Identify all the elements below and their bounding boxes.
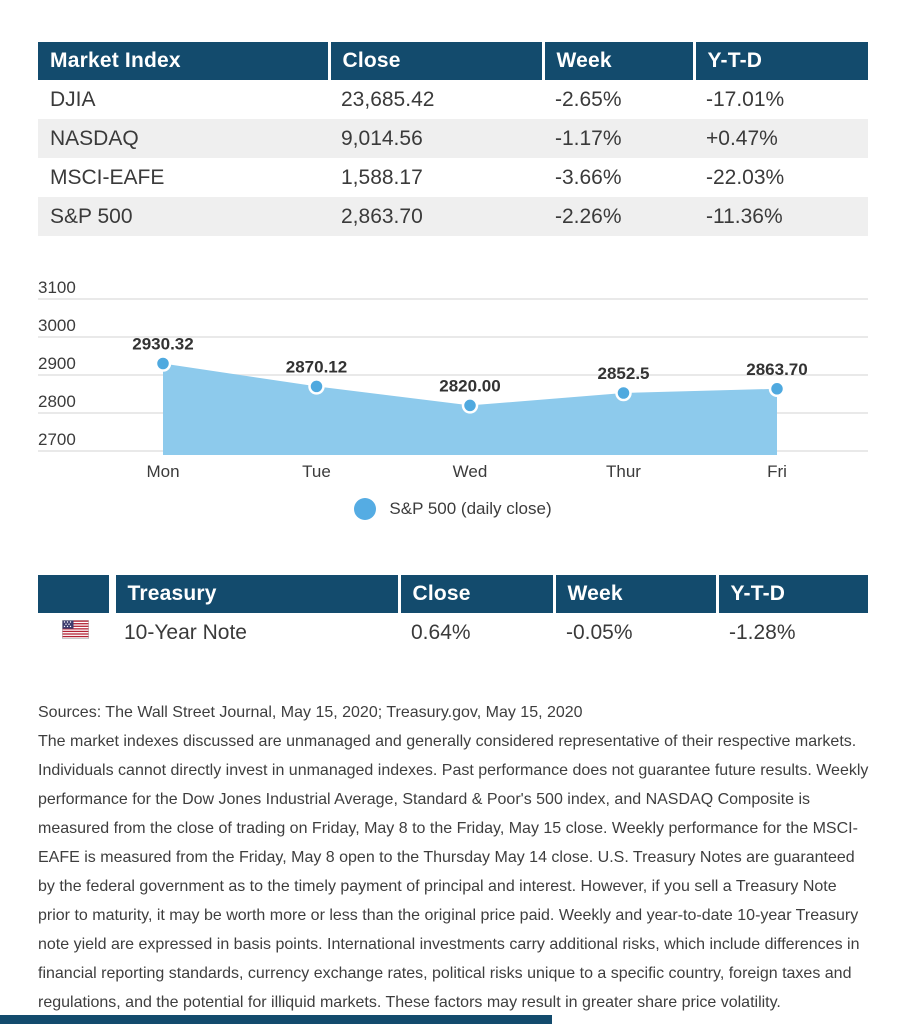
close-cell: 0.64% — [411, 620, 471, 644]
column-header: Week — [554, 575, 717, 613]
week-cell: -0.05% — [566, 620, 633, 644]
x-axis-label: Wed — [452, 462, 488, 481]
column-header: Close — [329, 42, 543, 80]
data-point-label: 2852.5 — [597, 364, 650, 383]
index-name-cell: MSCI-EAFE — [50, 165, 165, 189]
week-cell: -2.65% — [555, 87, 622, 111]
market-index-table — [38, 42, 868, 236]
week-cell: -2.26% — [555, 204, 622, 228]
us-flag-icon — [62, 620, 89, 639]
chart-legend — [38, 497, 868, 521]
sp500-area-chart — [38, 278, 868, 483]
column-header: Treasury — [112, 575, 399, 613]
footer-accent-bar — [0, 1015, 552, 1024]
y-tick-label: 3000 — [38, 316, 76, 335]
table-row — [38, 613, 868, 652]
legend-label: S&P 500 (daily close) — [389, 499, 552, 518]
ytd-cell: -22.03% — [706, 165, 785, 189]
treasury-table — [38, 575, 868, 652]
column-header: Close — [399, 575, 554, 613]
x-axis-label: Tue — [302, 462, 331, 481]
table-row — [38, 80, 868, 119]
treasury-table-header — [38, 575, 868, 613]
x-axis-labels — [146, 462, 786, 481]
data-point-marker — [310, 379, 324, 393]
data-point-label: 2820.00 — [439, 376, 501, 396]
x-axis-label: Thur — [606, 462, 641, 481]
close-cell: 2,863.70 — [341, 204, 423, 228]
column-header: Y-T-D — [717, 575, 868, 613]
close-cell: 23,685.42 — [341, 87, 435, 111]
index-name-cell: DJIA — [50, 87, 96, 111]
data-point-marker — [463, 398, 477, 412]
ytd-cell: -17.01% — [706, 87, 785, 111]
table-row — [38, 119, 868, 158]
column-header: Market Index — [38, 42, 329, 80]
close-cell: 1,588.17 — [341, 165, 423, 189]
sources-line: Sources: The Wall Street Journal, May 15, 2020; Treasury.gov, May 15, 2020 — [38, 704, 583, 721]
y-tick-label: 3100 — [38, 278, 76, 297]
y-tick-label: 2900 — [38, 354, 76, 373]
x-axis-label: Mon — [146, 462, 180, 481]
legend-dot-icon — [354, 498, 376, 520]
disclaimer-body: The market indexes discussed are unmanaged and generally considered representative of their respective markets. Individuals cannot directly invest in unmanaged indexes. Past performance does not guarantee future results. Weekly performance for the Dow Jones Industrial Average, Standard & Poor's 500 index, and NASDAQ Composite is measured from the close of trading on Friday, May 8 to the Friday, May 15 close. Weekly performance for the MSCI-EAFE is measured from the Friday, May 8 open to the Thursday May 14 close. U.S. Treasury Notes are guaranteed by the federal government as to the timely payment of principal and interest. However, if you sell a Treasury Note prior to maturity, it may be worth more or less than the original price paid. Weekly and year-to-date 10-year Treasury note yield are expressed in basis points. International investments carry additional risks, which include differences in financial reporting standards, currency exchange rates, political risks unique to a specific country, foreign taxes and regulations, and the potential for illiquid markets. These factors may result in greater share price volatility. — [38, 733, 869, 1011]
x-axis-label: Fri — [767, 462, 787, 481]
y-tick-label: 2700 — [38, 430, 76, 449]
data-point-marker — [156, 357, 170, 371]
column-header: Week — [543, 42, 694, 80]
sp500-chart-section — [38, 278, 868, 521]
data-point-marker — [770, 382, 784, 396]
page-content — [0, 42, 906, 1017]
treasury-name-cell: 10-Year Note — [124, 620, 247, 644]
y-axis-tick-labels — [38, 278, 76, 449]
index-name-cell: NASDAQ — [50, 126, 139, 150]
table-row — [38, 197, 868, 236]
data-point-marker — [617, 386, 631, 400]
table-row — [38, 158, 868, 197]
column-header: Y-T-D — [694, 42, 868, 80]
flag-column-header — [38, 575, 112, 613]
y-tick-label: 2800 — [38, 392, 76, 411]
data-point-label: 2863.70 — [746, 359, 808, 379]
week-cell: -1.17% — [555, 126, 622, 150]
flag-cell — [38, 613, 112, 652]
week-cell: -3.66% — [555, 165, 622, 189]
index-name-cell: S&P 500 — [50, 204, 133, 228]
market-index-table-header — [38, 42, 868, 80]
ytd-cell: +0.47% — [706, 126, 778, 150]
ytd-cell: -11.36% — [706, 204, 783, 228]
disclaimer-section — [38, 698, 870, 1017]
close-cell: 9,014.56 — [341, 126, 423, 150]
data-point-label: 2930.32 — [132, 334, 194, 354]
data-point-label: 2870.12 — [285, 357, 348, 377]
ytd-cell: -1.28% — [729, 620, 796, 644]
